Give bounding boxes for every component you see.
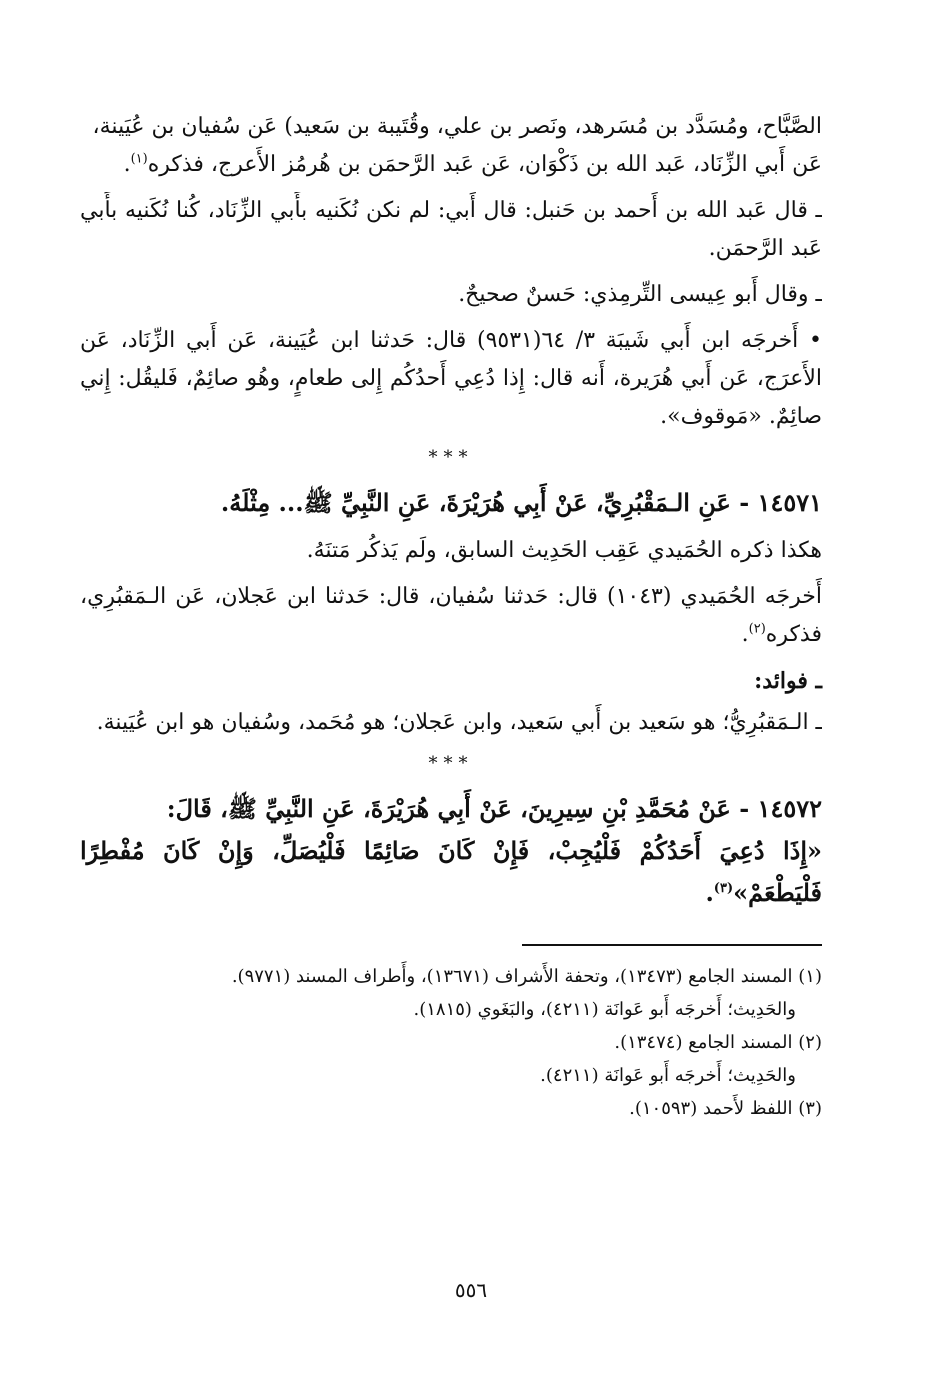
text-span: أَخرجَه الحُمَيدي (١٠٤٣) قال: حَدثنا سُفيان، قال: حَدثنا ابن عَجلان، عَن الـمَقبُرِي، فذكره	[80, 584, 822, 647]
text-line: ـ وقال أَبو عِيسى التِّرمِذي: حَسنٌ صحيحٌ.	[458, 282, 822, 307]
footnote-2: (٢) المسند الجامع (١٣٤٧٤).	[614, 1032, 822, 1053]
footnote-ref-3[interactable]: (٣)	[713, 881, 734, 896]
section-separator: ***	[428, 447, 474, 468]
text-line: ـ الـمَقبُرِيُّ؛ هو سَعيد بن أَبي سَعيد، وابن عَجلان؛ هو مُحَمد، وسُفيان هو ابن عُيَينة.	[96, 710, 822, 735]
hadith-14571	[80, 482, 822, 524]
section-separator: ***	[428, 753, 474, 774]
paragraph-fawaid	[80, 704, 822, 742]
paragraph-humaydi-note	[80, 532, 822, 570]
text-line	[80, 146, 822, 184]
hadith-14572	[80, 788, 822, 914]
footnote-3: (٣) اللفظ لأَحمد (١٠٥٩٣).	[629, 1098, 822, 1119]
hadith-text: ١٤٥٧٢ - عَنْ مُحَمَّدِ بْنِ سِيرِينَ، عَنْ أَبِي هُرَيْرَةَ، عَنِ النَّبِيِّ ﷺ، قَالَ:	[166, 794, 822, 823]
paragraph-tirmidhi-grading	[80, 276, 822, 314]
footnote-1-continuation: والحَدِيث؛ أَخرجَه أَبو عَوانَة (٤٢١١)، والبَغَوي (١٨١٥).	[413, 999, 796, 1020]
punctuation: .	[705, 878, 714, 907]
footnote-ref-2[interactable]: (٢)	[748, 621, 766, 637]
punctuation: .	[123, 152, 131, 177]
footnotes	[80, 960, 822, 1125]
text-line	[80, 578, 822, 654]
fawaid-heading: ـ فوائد:	[754, 668, 822, 694]
footnote-1: (١) المسند الجامع (١٣٤٧٣)، وتحفة الأَشراف (١٣٦٧١)، وأَطراف المسند (٩٧٧١).	[231, 966, 822, 987]
hadith-text	[80, 830, 822, 914]
paragraph-abdullah-quote	[80, 192, 822, 268]
footnote-2-continuation: والحَدِيث؛ أَخرجَه أَبو عَوانَة (٤٢١١).	[540, 1065, 796, 1086]
paragraph-ibn-abi-shayba	[80, 322, 822, 436]
text-line: • أَخرجَه ابن أَبي شَيبَة ٣/ ٦٤(٩٥٣١) قال: حَدثنا ابن عُيَينة، عَن أَبي الزِّنَاد، عَن الأَعرَج، عَن أَبي هُرَيرة، أَنه قال: إِذا دُعِي أَحدُكُم إِلى طعامٍ، وهُو صائِمٌ، فَليقُل: إِني صائِمٌ. «مَوقوف».	[80, 328, 822, 429]
paragraph-humaydi-takhrij	[80, 578, 822, 654]
punctuation: .	[741, 622, 749, 647]
text-line: هكذا ذكره الحُمَيدي عَقِب الحَدِيث السابق، ولَم يَذكُر مَتنَهُ.	[306, 538, 822, 563]
text-line: الصَّبَّاح، ومُسَدَّد بن مُسَرهد، ونَصر بن علي، وقُتَيبة بن سَعيد) عَن سُفيان بن عُيَينة،	[92, 114, 822, 139]
text-line: ـ قال عَبد الله بن أَحمد بن حَنبل: قال أَبي: لم نكن نُكَنيه بأَبي الزِّنَاد، كُنا نُكَنيه بأَبي عَبد الرَّحمَن.	[80, 198, 822, 261]
hadith-text: ١٤٥٧١ - عَنِ الـمَقْبُرِيِّ، عَنْ أَبِي هُرَيْرَةَ، عَنِ النَّبِيِّ ﷺ... مِثْلَهُ.	[220, 488, 822, 517]
paragraph-isnad-continuation	[80, 108, 822, 184]
text-span: عَن أَبي الزِّنَاد، عَبد الله بن ذَكْوَان، عَن عَبد الرَّحمَن بن هُرمُز الأَعرج، فذكره	[147, 152, 822, 177]
page-number: ٥٥٦	[454, 1278, 488, 1302]
footnote-ref-1[interactable]: (١)	[130, 151, 148, 167]
footnote-divider	[522, 944, 822, 946]
hadith-matn: «إِذَا دُعِيَ أَحَدُكُمْ فَلْيُجِبْ، فَإِنْ كَانَ صَائِمًا فَلْيُصَلِّ، وَإِنْ كَانَ مُفْطِرًا فَلْيَطْعَمْ»	[80, 836, 822, 907]
